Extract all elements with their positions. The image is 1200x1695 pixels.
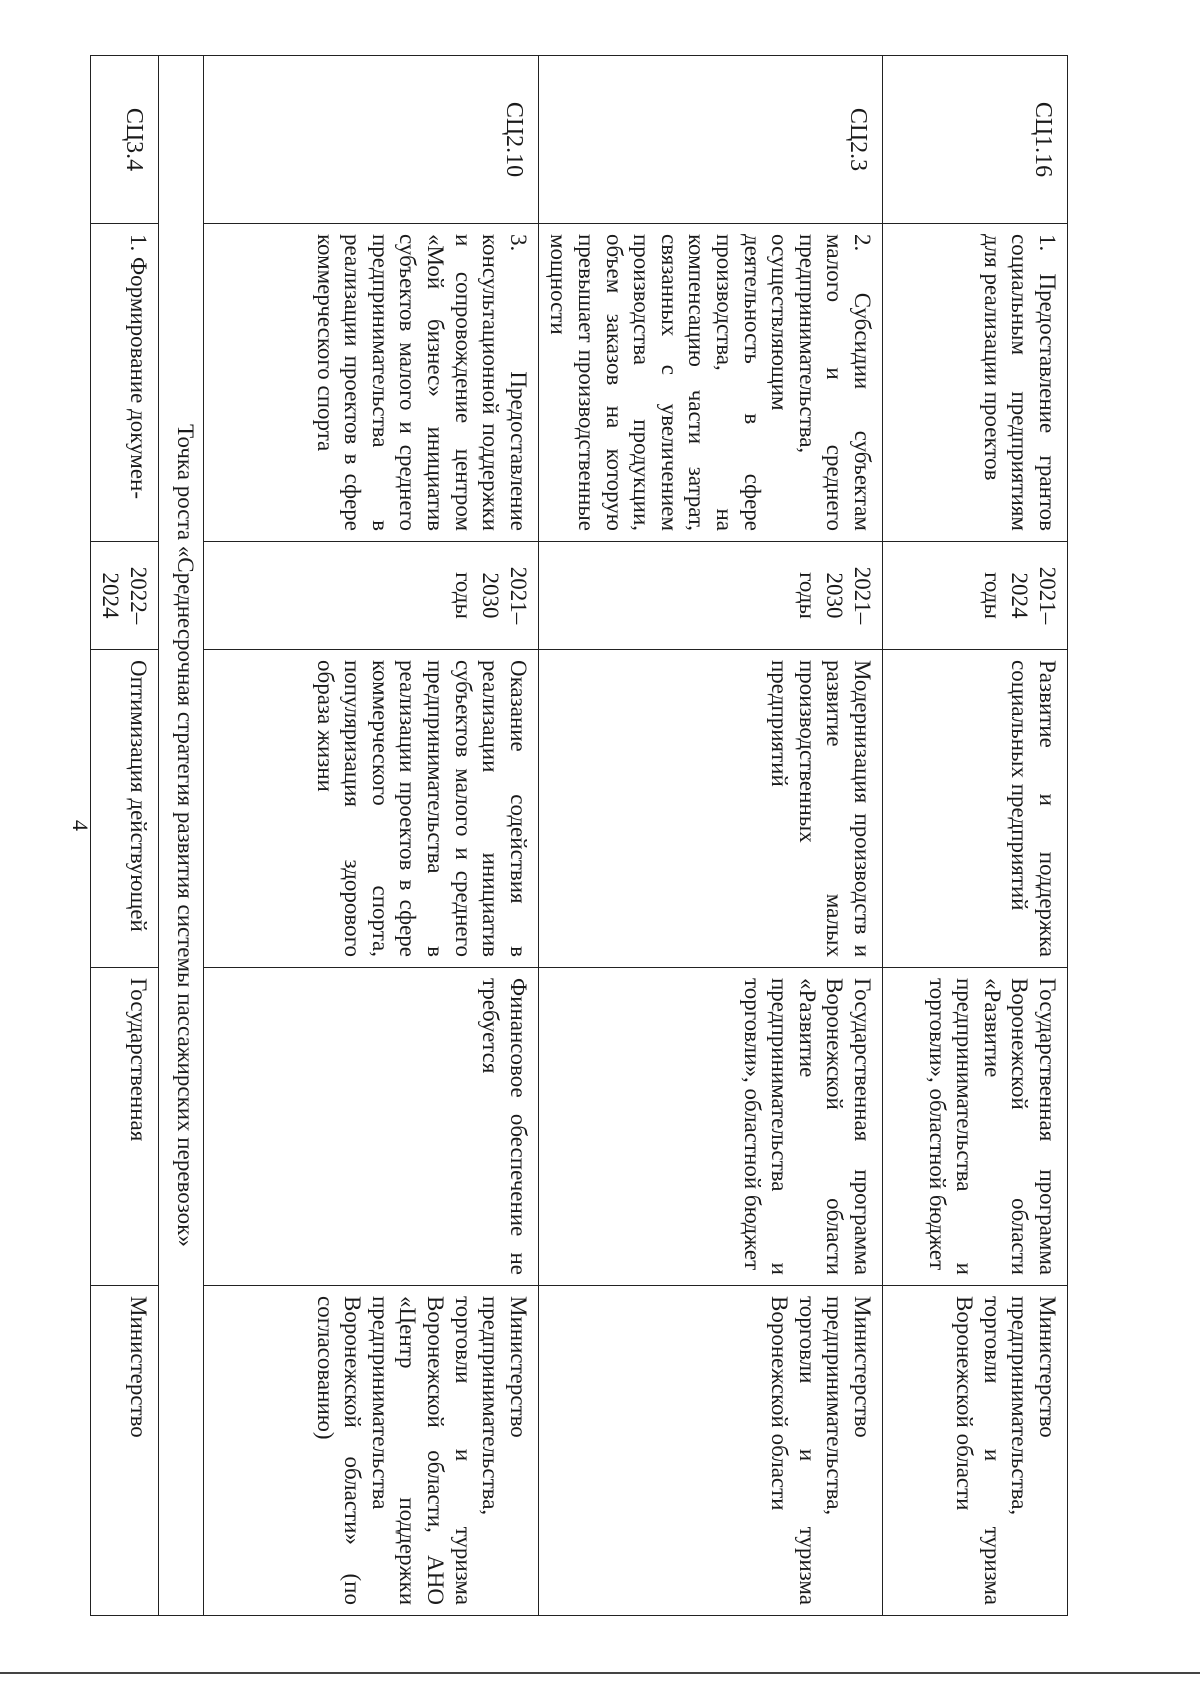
row-goal: Оптимизация действующей — [90, 650, 158, 968]
row-period: 2021–2024 годы — [883, 542, 1068, 650]
row-code: СЦ1.16 — [883, 56, 1068, 224]
table-row — [203, 56, 538, 1616]
row-funding: Финансовое обеспечение не требуется — [203, 968, 538, 1286]
page-number: 4 — [68, 820, 93, 831]
rotated-table — [98, 55, 1068, 1615]
row-period: 2022–2024 — [90, 542, 158, 650]
table-row — [90, 56, 158, 1616]
row-period: 2021–2030 годы — [203, 542, 538, 650]
row-code: СЦ3.4 — [90, 56, 158, 224]
row-measure: 1. Предоставление грантов социальным предприятиям для реализации проектов — [883, 224, 1068, 542]
page-bottom-rule — [0, 1672, 1200, 1674]
row-executor: Министерство предпринимательства, торговли и туризма Воронежской области, АНО «Центр поддержки предпринимательства Воронежской области» (по согласованию) — [203, 1286, 538, 1616]
section-title: Точка роста «Среднесрочная стратегия развития системы пассажирских перевозок» — [158, 56, 203, 1616]
row-executor: Министерство — [90, 1286, 158, 1616]
row-goal: Модернизация производств и развитие малых производственных предприятий — [538, 650, 882, 968]
row-measure: 1. Формирование докумен- — [90, 224, 158, 542]
row-period: 2021–2030 годы — [538, 542, 882, 650]
row-goal: Развитие и поддержка социальных предприятий — [883, 650, 1068, 968]
section-row — [158, 56, 203, 1616]
table-row — [883, 56, 1068, 1616]
table-row — [538, 56, 882, 1616]
row-funding: Государственная программа Воронежской области «Развитие предпринимательства и торговли», областной бюджет — [538, 968, 882, 1286]
row-code: СЦ2.10 — [203, 56, 538, 224]
row-goal: Оказание содействия в реализации инициатив субъектов малого и среднего предпринимательства в реализации проектов в сфере коммерческого спорта, популяризация здорового образа жизни — [203, 650, 538, 968]
measures-table — [90, 55, 1068, 1616]
row-measure: 3. Предоставление консультационной поддержки и сопровождение центром «Мой бизнес» инициатив субъектов малого и среднего предпринимательства в реализации проектов в сфере коммерческого спорта — [203, 224, 538, 542]
row-measure: 2. Субсидии субъектам малого и среднего предпринимательства, осуществляющим деятельность в сфере производства, на компенсацию части затрат, связанных с увеличением производства продукции, объем заказов на которую превышает производственные мощности — [538, 224, 882, 542]
measures-table-container — [98, 55, 1068, 1615]
row-funding: Государственная — [90, 968, 158, 1286]
row-executor: Министерство предпринимательства, торговли и туризма Воронежской области — [883, 1286, 1068, 1616]
row-funding: Государственная программа Воронежской области «Развитие предпринимательства и торговли», областной бюджет — [883, 968, 1068, 1286]
row-code: СЦ2.3 — [538, 56, 882, 224]
row-executor: Министерство предпринимательства, торговли и туризма Воронежской области — [538, 1286, 882, 1616]
